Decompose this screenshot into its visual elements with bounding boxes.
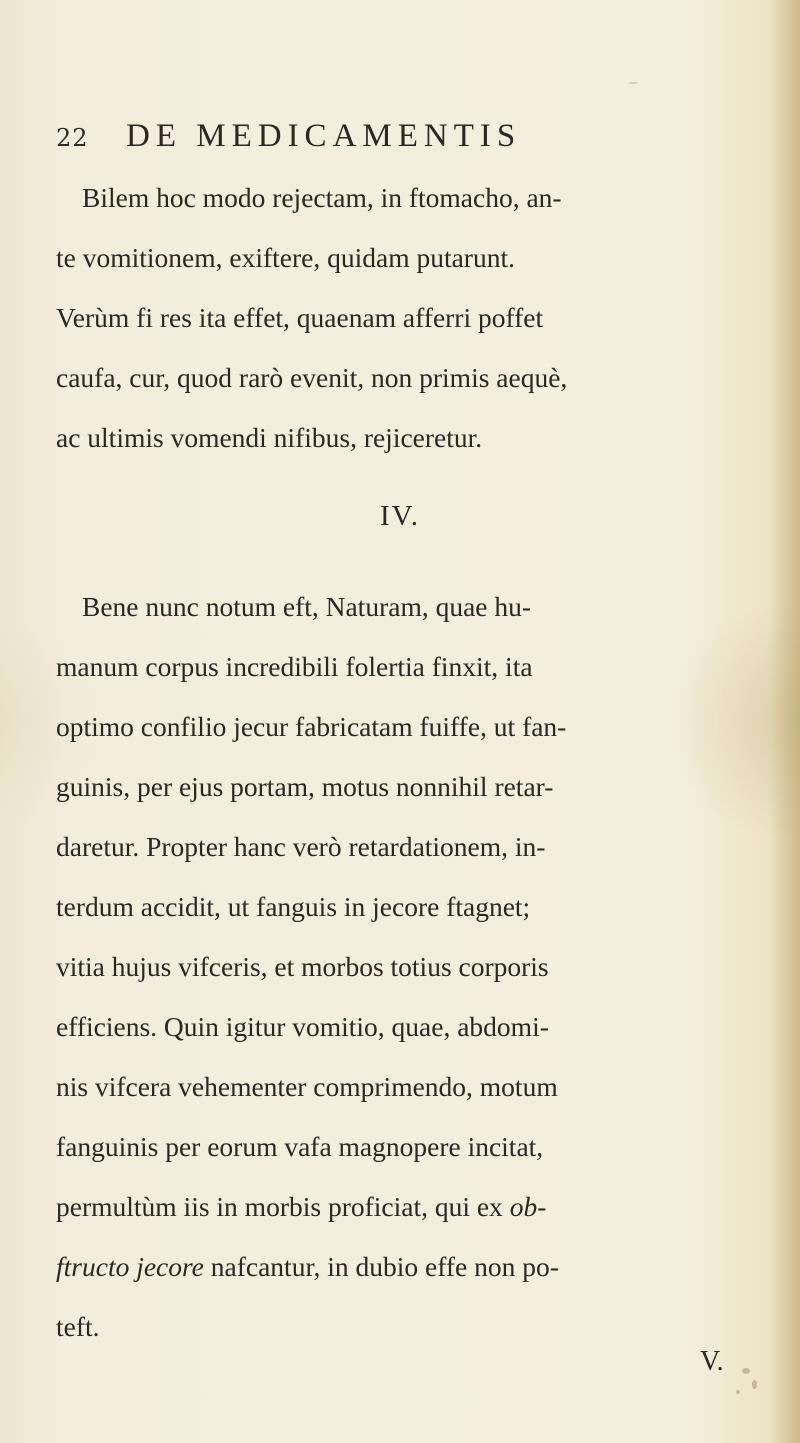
text-line: ac ultimis vomendi nifibus, rejiceretur. [56,422,483,453]
paper-speck [628,82,638,84]
text-line: nis vifcera vehementer comprimendo, motum [56,1071,558,1102]
catchword: V. [700,1346,724,1377]
italic-text: ob- [509,1191,547,1222]
paper-speck [752,1380,757,1389]
text-line: teft. [56,1311,100,1342]
text-line: Bene nunc notum eft, Naturam, quae hu- [82,591,532,622]
text-line: terdum accidit, ut fanguis in jecore ftagnet; [56,891,531,922]
text-line: guinis, per ejus portam, motus nonnihil retar- [56,771,554,802]
text-line: daretur. Propter hanc verò retardationem, in- [56,831,546,862]
page-header [0,118,800,168]
italic-text: ftructo jecore [56,1251,204,1282]
page-edge-shadow [770,0,800,1443]
running-head: DE MEDICAMENTIS [126,118,522,154]
section-numeral: IV. [379,500,421,532]
text-line: Bilem hoc modo rejectam, in ftomacho, an- [82,182,562,213]
text-line: manum corpus incredibili folertia finxit, ita [56,651,533,682]
text-line: caufa, cur, quod rarò evenit, non primis aequè, [56,362,568,393]
text-line: te vomitionem, exiftere, quidam putarunt. [56,242,515,273]
text-line: Verùm fi res ita effet, quaenam afferri poffet [56,302,544,333]
text-line: vitia hujus vifceris, et morbos totius corporis [56,951,549,982]
text-line [56,1247,559,1287]
page-number: 22 [56,124,89,152]
text-line [56,1187,546,1227]
text-line: efficiens. Quin igitur vomitio, quae, abdomi- [56,1011,549,1042]
text-line: fanguinis per eorum vafa magnopere incitat, [56,1131,544,1162]
paper-speck [736,1390,740,1394]
text-segment: permultùm iis in morbis proficiat, qui ex [56,1191,503,1222]
text-segment: nafcantur, in dubio effe non po- [203,1251,559,1282]
paper-speck [742,1368,750,1374]
text-line: optimo confilio jecur fabricatam fuiffe, ut fan- [56,711,567,742]
